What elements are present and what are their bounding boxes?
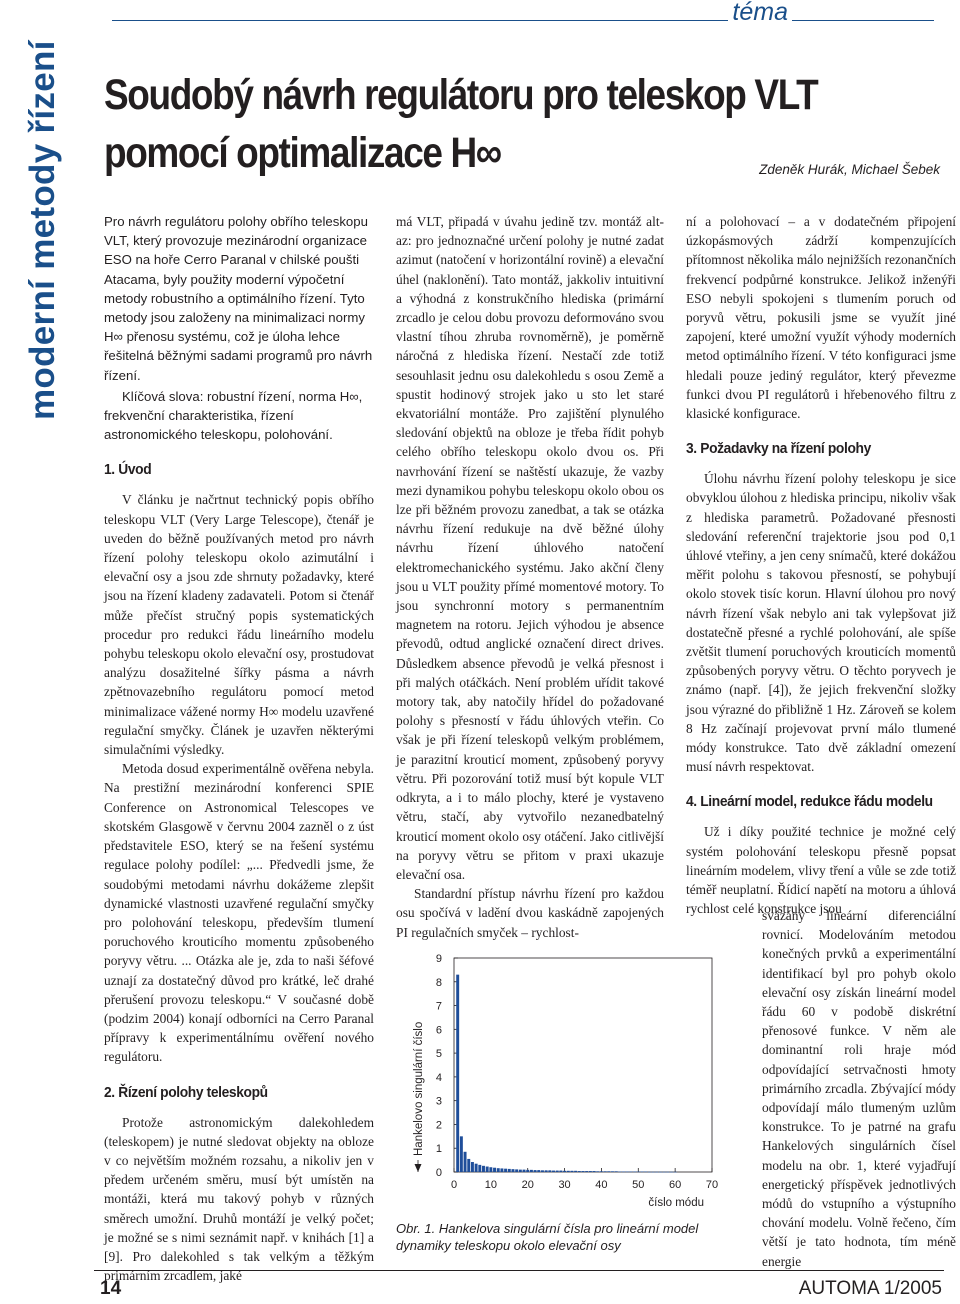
section-tag: téma (728, 0, 792, 26)
header-rule (112, 20, 934, 21)
x-tick-label: 50 (632, 1179, 645, 1191)
chart-bar (666, 1172, 669, 1173)
paragraph: Standardní přístup návrhu řízení pro každou osu spočívá v ladění dvou kaskádně zapojených PI regulačních smyček – rychlost- (396, 886, 664, 940)
chart-bar (464, 1152, 467, 1172)
chart-bar (604, 1171, 607, 1172)
chart-bar (585, 1171, 588, 1172)
figure-hankel-chart (396, 946, 726, 1256)
y-tick-label: 4 (435, 1071, 442, 1084)
chart-bar (478, 1165, 481, 1172)
chart-bar (589, 1171, 592, 1172)
chart-bar (578, 1171, 581, 1172)
paragraph: Protože astronomickým dalekohledem (teleskopem) je nutné sledovat objekty na obloze v co největším možném rozsahu, a nikoliv jen v předem určeném směru, musí být umístěn na montáži, která mu takový pohyb v různých směrech umožní. Druhů montáží je velký počet; je možné se s nimi seznámit např. v knihách [1] a [9]. Pro dalekohled s tak velkým a těžkým primárním zrcadlem, jaké (104, 1114, 374, 1284)
chart-bar (648, 1172, 651, 1173)
paragraph: má VLT, připadá v úvahu jedině tzv. montáž alt-az: pro jednoznačné určení polohy je nutné zadat azimut (natočení v horizontální rovině) a elevační úhel (naklonění). Tato montáž, jakkoliv intuitivní a výhodná z konstrukčního hlediska (primární zrcadlo je celou dobu provozu deformováno svou vlastní tíhou zhruba rovnoměrně), je poměrně náročná z hlediska řízení. Nestačí zde totiž sesouhlasit jednu osu dalekohledu s osou Země a spustit hodinový strojek jako u sto let staré ekvatoriální montáže. Pro zajištění plynulého sledování objektů na obloze je třeba řídit pohyb celého obřího teleskopu okolo dvou os. Při navrhování řízení se naštěstí ukazuje, že vazby mezi dynamikou pohybu teleskopu okolo obou os lze při běžném provozu zanedbat, a tak se otázka návrhu řízení redukuje na dvě běžné úlohy návrhu řízení úhlového natočení elektromechanického systému. Jako akční členy jsou u VLT použity přímé momentové motory. To jsou synchronní motory s permanentním magnetem na rotoru. Jejich výhodou je absence převodů, odtud anglické označení direct drives. Důsledkem absence převodů je velká přesnost i při malých otáčkách. Není problém uřídit takové motory tak, aby natočily hřídel do požadované polohy s přesností v řádu úhlových vteřin. Co však je při řízení teleskopů velkým problémem, je parazitní krouticí moment, způsobený poryvy větru. Při pozorování totiž musí být kopule VLT odkryta, a i to málo plochy, které je vystaveno větru, stačí, aby vytvořilo nezanedbatelný krouticí moment okolo osy otáčení. Jako citlivější na poryvy větru se přitom v praxi ukazuje elevační osa. (396, 214, 664, 882)
chart-bar (570, 1171, 573, 1172)
chart-bar (637, 1172, 640, 1173)
journal-name: AUTOMA 1/2005 (798, 1278, 942, 1299)
column-3 (686, 212, 956, 919)
chart-bar (618, 1172, 621, 1173)
chart-bar (593, 1171, 596, 1172)
chart-bar (548, 1170, 551, 1172)
y-tick-label: 9 (435, 953, 442, 965)
section-heading-requirements: 3. Požadavky na řízení polohy (686, 440, 871, 458)
chart-bar (460, 1136, 463, 1172)
chart-bar (633, 1172, 636, 1173)
authors: Zdeněk Hurák, Michael Šebek (759, 162, 940, 177)
section-heading-linear-model: 4. Lineární model, redukce řádu modelu (686, 793, 933, 811)
x-tick-label: 60 (669, 1179, 682, 1191)
y-axis-arrow-head (415, 1164, 422, 1172)
title-line-1: Soudobý návrh regulátoru pro teleskop VLT (104, 71, 818, 119)
chart-bar (596, 1171, 599, 1172)
chart-bar (541, 1170, 544, 1172)
chart-bar (471, 1162, 474, 1172)
x-tick-label: 20 (521, 1179, 534, 1191)
title-line-2: pomocí optimalizace H∞ (104, 129, 501, 177)
chart-bar (674, 1172, 677, 1173)
y-tick-label: 0 (435, 1167, 442, 1179)
y-tick-label: 8 (435, 976, 442, 989)
chart-bar (504, 1169, 507, 1172)
chart-bar (552, 1171, 555, 1172)
chart-bar (486, 1167, 489, 1172)
chart-bar (655, 1172, 658, 1173)
chart-bar (519, 1170, 522, 1172)
side-section-label: moderní metody řízení (23, 40, 62, 420)
chart-bar (659, 1172, 662, 1173)
chart-bar (530, 1170, 533, 1172)
paragraph: V článku je načrtnut technický popis obřího teleskopu VLT (Very Large Telescope), čtenář je uveden do běžně používaných metod pro návrh řízení polohy teleskopu okolo azimutální i elevační osy a jsou zde shrnuty požadavky, které jsou na řízení kladeny zadavateli. Potom si čtenář může přečíst stručný popis systematických procedur pro redukci řádu lineárního modelu pohybu teleskopu okolo elevační osy, prostudovat analýzu dosažitelné šířky pásma a návrh zpětnovazebního regulátoru pomocí metod minimalizace vážené normy H∞ modelu uzavřené regulační smyčky. Článek je uzavřen některými simulačními výsledky. (104, 492, 374, 758)
chart-bar (652, 1172, 655, 1173)
chart-bar (523, 1170, 526, 1172)
y-tick-label: 7 (435, 1000, 442, 1013)
chart-bar (500, 1168, 503, 1172)
chart-bar (511, 1169, 514, 1172)
chart-bar (456, 975, 459, 1172)
chart-bar (626, 1172, 629, 1173)
chart-bar (489, 1167, 492, 1172)
page-number: 14 (100, 1278, 122, 1299)
chart-bar (567, 1171, 570, 1172)
paragraph: Metoda dosud experimentálně ověřena nebyla. Na prestižní mezinárodní konferenci SPIE Conference on Astronomical Telescopes ve skotském Glasgowě v červnu 2004 zazněl o z úst představitele ESO, který se na řešení systému regulace polohy podílel: „... Předvedli jsme, že soudobými metodami návrhu dokážeme zlepšit dynamické vlastnosti uzavřené regulační smyčky pro polohování teleskopu, především tlumení poruchového krouticího momentu způsobeného poryvy větru. ... Otázka ale je, zda to naši šéfové uznají za dostatečný důvod pro krátké, leč drahé přerušení provozu teleskopu.“ V současné době (podzim 2004) konají odborníci na Cerro Paranal přípravy k experimentálnímu ověření nového regulátoru. (104, 761, 374, 1065)
y-axis-label: Hankelovo singulární číslo (413, 1021, 425, 1156)
footer-rule (94, 1270, 944, 1271)
y-tick-label: 2 (435, 1119, 442, 1132)
y-tick-label: 1 (435, 1143, 442, 1156)
x-tick-label: 30 (558, 1179, 571, 1191)
article-title (104, 66, 817, 182)
plot-frame (454, 958, 712, 1172)
column-3-lower (762, 906, 956, 1271)
chart-bar (615, 1171, 618, 1172)
y-tick-label: 6 (435, 1024, 442, 1037)
chart-bar (497, 1168, 500, 1172)
column-2 (396, 212, 664, 942)
chart-bar (482, 1166, 485, 1172)
chart-bar (582, 1171, 585, 1172)
chart-bar (493, 1168, 496, 1172)
chart-bar (537, 1170, 540, 1172)
chart-bar (515, 1169, 518, 1172)
chart-bar (534, 1170, 537, 1172)
chart-bar (526, 1170, 529, 1172)
chart-bar (475, 1164, 478, 1172)
section-heading-intro: 1. Úvod (104, 461, 152, 479)
paragraph: Už i díky použité technice je možné celý systém polohování teleskopu přesně popsat lineárním modelem, vlivy tření a vůle se zde totiž téměř neuplatní. Řídicí napětí na motoru a úhlová rychlost celé konstrukce jsou (686, 824, 956, 917)
chart-bar (600, 1171, 603, 1172)
chart-bar (545, 1170, 548, 1172)
x-tick-label: 0 (450, 1179, 458, 1191)
keywords: Klíčová slova: robustní řízení, norma H∞, frekvenční charakteristika, řízení astronomického teleskopu, polohování. (104, 388, 363, 443)
chart-bar (629, 1172, 632, 1173)
chart-bar (556, 1171, 559, 1172)
abstract-text: Pro návrh regulátoru polohy obřího teleskopu VLT, který provozuje mezinárodní organizace ESO na hoře Cerro Paranal v chilské poušti Atacama, byly použity moderní výpočetní metody robustního a optimálního řízení. Tyto metody jsou založeny na minimalizaci normy H∞ přenosu systému, což je úloha lehce řešitelná běžnými sadami programů pro návrh řízení. (104, 214, 373, 383)
chart-bar (607, 1171, 610, 1172)
section-heading-telescope-control: 2. Řízení polohy teleskopů (104, 1083, 268, 1101)
chart-bar (559, 1171, 562, 1172)
figure-caption: Obr. 1. Hankelova singulární čísla pro lineární model dynamiky teleskopu okolo elevační osy (396, 1221, 699, 1253)
x-tick-label: 70 (705, 1179, 719, 1191)
paragraph: Úlohu návrhu řízení polohy teleskopu je sice obvyklou úlohou z hlediska principu, nikoliv však z hlediska parametrů. Požadované přesnosti sledování referenční trajektorie jsou pod 0,1 úhlové vteřiny, a jen ceny snímačů, které dokážou měřit polohu s takovou přesností, se pohybují okolo stovek tisíc korun. Hlavní úlohou pro nový návrh řízení však nebylo ani tak vylepšovat již dostatečně přesné a rychlé polohování, ale spíše zvětšit tlumení poruchových krouticích momentů způsobených poryvy větru. O těchto poryvech je známo (např. [4]), že jejich frekvenční složky jsou výrazné do přibližně 1 Hz. Zároveň se kolem 8 Hz začínají projevovat první málo tlumené módy konstrukce. Tato dvě základní omezení musí návrh respektovat. (686, 471, 956, 775)
chart-bar (467, 1159, 470, 1172)
x-axis-label: číslo módu (648, 1197, 704, 1209)
chart-bar (622, 1172, 625, 1173)
chart-bar (663, 1172, 666, 1173)
chart-bar (563, 1171, 566, 1172)
column-1 (104, 212, 374, 1285)
chart-bar (640, 1172, 643, 1173)
chart-bar (508, 1169, 511, 1172)
abstract (104, 212, 374, 444)
x-tick-label: 10 (484, 1179, 497, 1191)
chart-svg (396, 946, 726, 1216)
chart-bar (670, 1172, 673, 1173)
y-tick-label: 3 (435, 1095, 442, 1108)
chart-bar (574, 1171, 577, 1172)
y-tick-label: 5 (435, 1048, 442, 1061)
chart-bar (644, 1172, 647, 1173)
paragraph: ní a polohovací – a v dodatečném připojení úzkopásmových zádrží kompenzujících přítomnost několika málo nejnižších rezonančních frekvencí podpůrné konstrukce. Jelikož inženýři ESO nebyli spokojeni s tlumením poruch od poryvů větru, pokusili jsme se využít jiné zapojení, které umožní využít výhody moderních metod optimálního řízení. V této konfiguraci jsme hledali pouze jediný regulátor, který převezme funkci dvou PI regulátorů i hřebenového filtru z klasické konfigurace. (686, 214, 956, 422)
paragraph: svázány lineární diferenciální rovnicí. Modelováním metodou konečných prvků a experimentální identifikací byl pro pohyb okolo elevační osy získán lineární model řádu 60 v podobě diskrétní přenosové funkce. V něm ale dominantní roli hraje mód odpovídající setrvačnosti hmoty primárního zrcadla. Zbývající módy odpovídají málo tlumeným uzlům konstrukce. To je patrné na grafu Hankelových singulárních čísel modelu na obr. 1, které vyjadřují energetický příspěvek jednotlivých módů do vstupního a výstupního chování modelu. Volně řečeno, čím větší je tato hodnota, tím méně energie (762, 908, 956, 1269)
x-tick-label: 40 (595, 1179, 608, 1191)
chart-bar (611, 1171, 614, 1172)
